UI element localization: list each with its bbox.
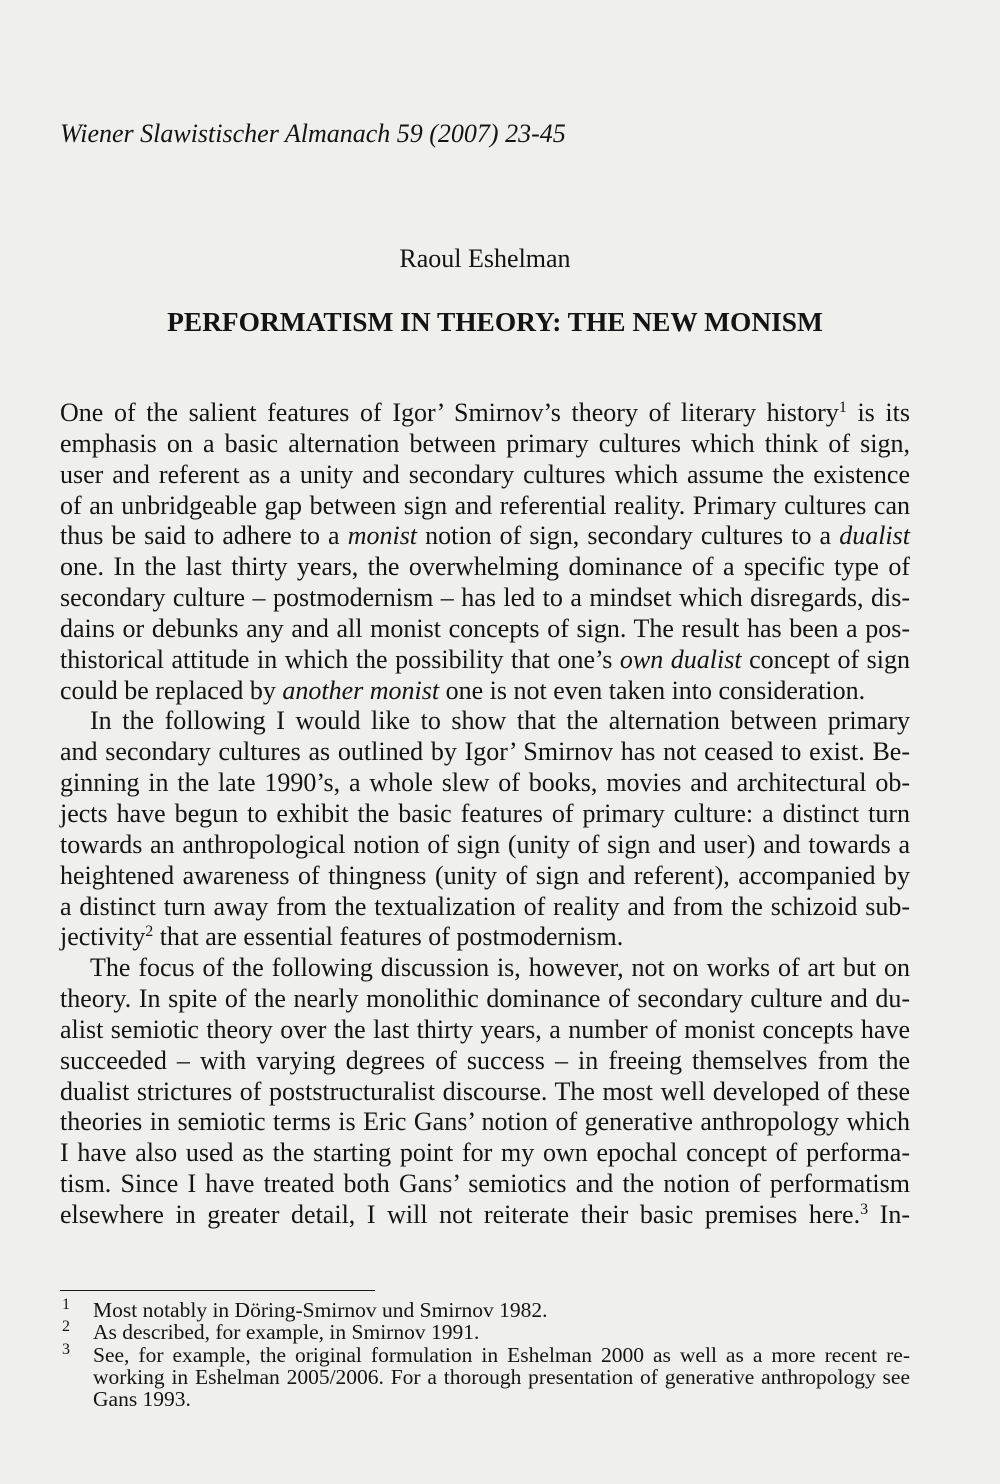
body-line: [60, 984, 910, 1015]
text-run: of an unbridgeable gap between sign and referential reality. Primary cultures can: [60, 490, 910, 520]
text-run: emphasis on a basic alternation between primary cultures which think of sign,: [60, 428, 910, 458]
paragraph: [60, 706, 910, 953]
text-run: One of the salient features of Igor’ Smirnov’s theory of literary history: [60, 398, 839, 427]
text-run: In the following I would like to show that the alternation between primary: [90, 706, 910, 736]
text-run: a distinct turn away from the textualization of reality and from the schizoid sub-: [60, 891, 910, 921]
body-line: [60, 583, 910, 614]
footnote-reference: 1: [838, 399, 847, 416]
footnote-line: As described, for example, in Smirnov 1991.: [93, 1320, 480, 1345]
text-run: could be replaced by: [60, 675, 283, 705]
text-run: notion of sign, secondary cultures to a: [417, 521, 840, 551]
text-run: ginning in the late 1990’s, a whole slew of books, movies and architectural ob-: [60, 768, 910, 798]
body-line: [60, 429, 910, 460]
text-run: alist semiotic theory over the last thirty years, a number of monist concepts have: [60, 1014, 910, 1044]
footnote-reference: 2: [145, 923, 154, 941]
text-run: towards an anthropological notion of sign (unity of sign and user) and towards a: [60, 829, 910, 859]
body-line: [60, 1169, 910, 1200]
body-line: [60, 861, 910, 892]
body-line: [60, 398, 910, 429]
text-run: The focus of the following discussion is, however, not on works of art but on: [90, 953, 910, 983]
body-line: [60, 892, 910, 923]
italic-text: dualist: [839, 521, 910, 551]
text-run: that are essential features of postmodernism.: [153, 922, 624, 952]
body-line: [60, 521, 910, 552]
text-run: user and referent as a unity and secondary cultures which assume the existence: [60, 459, 910, 489]
footnote: [60, 1318, 910, 1345]
author-name: Raoul Eshelman: [399, 244, 571, 273]
text-run: secondary culture – postmodernism – has led to a mindset which disregards, dis-: [60, 583, 910, 613]
body-line: [60, 1107, 910, 1138]
text-run: heightened awareness of thingness (unity of sign and referent), accompanied by: [60, 860, 910, 890]
italic-text: own dualist: [619, 644, 742, 674]
footnote-reference: 3: [860, 1200, 869, 1218]
paragraph: [60, 398, 910, 706]
text-run: thistorical attitude in which the possibility that one’s: [60, 644, 620, 674]
body-line: [60, 614, 910, 645]
text-run: one is not even taken into consideration.: [439, 675, 866, 705]
footnote-marker: 1: [62, 1296, 70, 1313]
body-line: [60, 552, 910, 583]
journal-citation: Wiener Slawistischer Almanach 59 (2007) 23-45: [60, 119, 566, 148]
body-line: [60, 1200, 910, 1231]
italic-text: another monist: [282, 675, 440, 705]
paragraph: [60, 953, 910, 1231]
text-run: I have also used as the starting point for my own epochal concept of performa-: [60, 1138, 910, 1168]
text-run: is its: [846, 398, 910, 427]
body-line: [60, 768, 910, 799]
footnote-marker: 2: [62, 1318, 70, 1336]
body-line: [60, 706, 910, 737]
body-line: [60, 830, 910, 861]
text-run: thus be said to adhere to a: [60, 521, 348, 551]
footnote: [60, 1340, 910, 1412]
body-line: [60, 676, 910, 707]
footnote-line: See, for example, the original formulation in Eshelman 2000 as well as a more recent re-: [93, 1342, 910, 1367]
text-run: concept of sign: [741, 644, 911, 674]
text-run: theory. In spite of the nearly monolithic dominance of secondary culture and du-: [60, 984, 910, 1014]
footnote-rule: [60, 1290, 375, 1291]
article-title: PERFORMATISM IN THEORY: THE NEW MONISM: [167, 307, 823, 337]
text-run: dualist strictures of poststructuralist discourse. The most well developed of these: [60, 1076, 910, 1106]
body-line: [60, 460, 910, 491]
footnote: [60, 1296, 910, 1322]
text-run: and secondary cultures as outlined by Igor’ Smirnov has not ceased to exist. Be-: [60, 737, 910, 767]
body-line: [60, 1138, 910, 1169]
footnote-marker: 3: [62, 1340, 70, 1358]
text-run: dains or debunks any and all monist concepts of sign. The result has been a pos-: [60, 613, 910, 643]
body-line: [60, 491, 910, 522]
body-line: [60, 1077, 910, 1108]
text-run: succeeded – with varying degrees of success – in freeing themselves from the: [60, 1045, 910, 1075]
body-line: [60, 799, 910, 830]
text-run: In-: [868, 1199, 910, 1229]
body-line: [60, 1046, 910, 1077]
body-line: [60, 953, 910, 984]
body-text: [60, 398, 910, 1231]
footnote-line: Most notably in Döring-Smirnov und Smirnov 1982.: [93, 1298, 548, 1322]
body-line: [60, 737, 910, 768]
text-run: theories in semiotic terms is Eric Gans’ notion of generative anthropology which: [60, 1107, 910, 1137]
text-run: elsewhere in greater detail, I will not reiterate their basic premises here.: [60, 1199, 861, 1229]
footnotes: [60, 1296, 910, 1412]
text-run: tism. Since I have treated both Gans’ semiotics and the notion of performatism: [60, 1169, 910, 1199]
text-run: jectivity: [60, 922, 146, 952]
text-run: jects have begun to exhibit the basic features of primary culture: a distinct turn: [60, 798, 910, 828]
body-line: [60, 922, 910, 953]
italic-text: monist: [347, 521, 418, 551]
footnote-line: Gans 1993.: [93, 1387, 191, 1412]
text-run: one. In the last thirty years, the overwhelming dominance of a specific type of: [60, 552, 910, 582]
body-line: [60, 1015, 910, 1046]
footnote-line: working in Eshelman 2005/2006. For a thorough presentation of generative anthropology see: [93, 1364, 910, 1389]
body-line: [60, 645, 910, 676]
